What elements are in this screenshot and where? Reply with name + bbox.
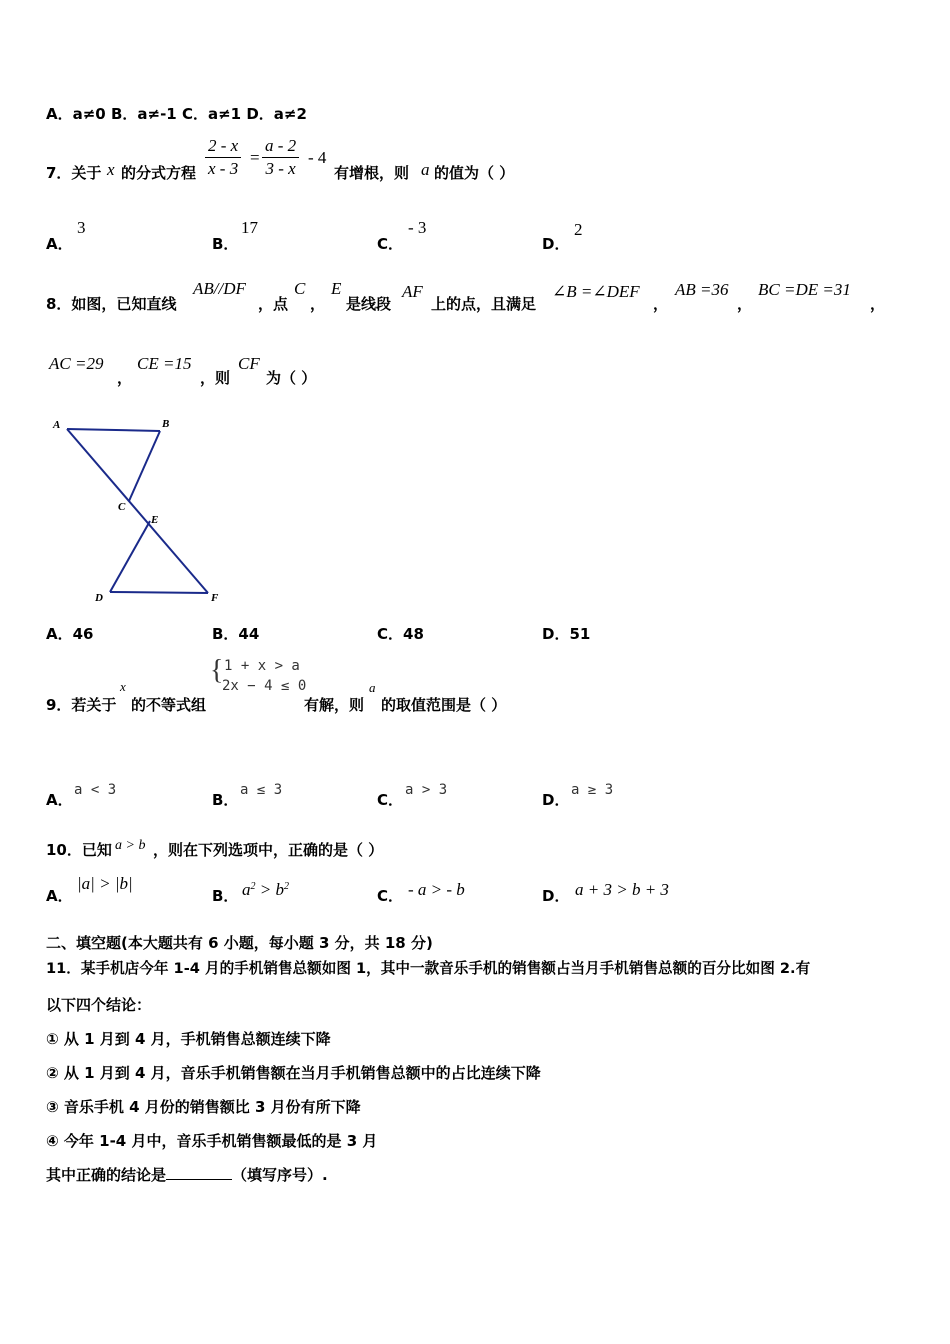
q8-comma-2: ， xyxy=(737,295,753,313)
q11-line-1: 11．某手机店今年 1-4 月的手机销售总额如图 1，其中一款音乐手机的销售额占当月手机销售总额的百分比如图 2.有 xyxy=(46,960,811,977)
q11-line-2: 以下四个结论： xyxy=(46,996,152,1014)
q7-equals: = xyxy=(250,148,260,167)
q7-fraction-2 xyxy=(262,136,299,179)
q10-option-b-exp-a: 2 xyxy=(250,881,256,892)
q9-option-a-label: A． xyxy=(46,791,73,809)
figure-label-f: F xyxy=(211,592,219,604)
q9-option-a-value: a < 3 xyxy=(74,782,117,798)
q8-ab-value: AB =36 xyxy=(675,280,729,299)
q10-option-c-label: C． xyxy=(377,887,404,905)
q8-comma-4: ， xyxy=(117,369,133,387)
segment-df xyxy=(110,592,208,593)
q8-text-5: 为（ ） xyxy=(266,369,317,387)
q8-number: 8．如图，已知直线 xyxy=(46,295,177,313)
q10-option-b-rest: > b xyxy=(255,880,284,899)
q11-conclusion-3: ③ 音乐手机 4 月份的销售额比 3 月份有所下降 xyxy=(46,1098,361,1116)
q8-point-e: E xyxy=(331,279,342,298)
q8-bc-de-value: BC =DE =31 xyxy=(758,280,851,299)
q8-parallel: AB//DF xyxy=(193,279,246,298)
q9-option-d-label: D． xyxy=(542,791,570,809)
q9-option-c-label: C． xyxy=(377,791,404,809)
q8-text-1: ，点 xyxy=(258,295,289,313)
q10-number: 10．已知 xyxy=(46,841,112,859)
q11-answer-blank[interactable] xyxy=(166,1167,232,1180)
q7-fraction-1-denominator: x - 3 xyxy=(208,159,239,178)
q8-segment-cf: CF xyxy=(238,354,260,373)
q7-option-a-value: 3 xyxy=(77,218,86,237)
q10-text-1: ，则在下列选项中，正确的是（ ） xyxy=(153,841,384,859)
q7-option-d-label: D． xyxy=(542,235,570,253)
q8-option-c: C．48 xyxy=(377,625,424,643)
q7-fraction-1-numerator: 2 - x xyxy=(205,136,241,158)
q8-text-3: 上的点，且满足 xyxy=(431,295,537,313)
q7-text-3: 的值为（ ） xyxy=(434,164,515,182)
q7-option-c-label: C． xyxy=(377,235,404,253)
q7-var-a: a xyxy=(421,160,430,179)
q9-option-b-label: B． xyxy=(212,791,239,809)
q10-option-b-base-a: a xyxy=(242,880,251,899)
q9-system-brace: { xyxy=(210,655,224,686)
q7-option-c-value: - 3 xyxy=(408,218,427,237)
q8-geometry-figure xyxy=(40,412,240,612)
q7-minus-four: - 4 xyxy=(308,148,327,167)
q7-option-d-value: 2 xyxy=(574,220,583,239)
figure-label-c: C xyxy=(118,501,126,513)
q10-condition: a > b xyxy=(115,838,146,853)
q10-option-d-label: D． xyxy=(542,887,570,905)
q9-text-2: 有解，则 xyxy=(304,696,365,714)
q7-text-1: 的分式方程 xyxy=(121,164,197,182)
q9-option-d-value: a ≥ 3 xyxy=(571,782,614,798)
q9-system-line-1: 1 + x > a xyxy=(224,658,300,674)
section-heading: 二、填空题(本大题共有 6 小题，每小题 3 分，共 18 分) xyxy=(46,934,433,952)
q9-system-line-2: 2x − 4 ≤ 0 xyxy=(222,678,307,694)
q9-var-a: a xyxy=(369,680,376,695)
q9-text-3: 的取值范围是（ ） xyxy=(381,696,507,714)
q8-option-a: A．46 xyxy=(46,625,94,643)
figure-label-d: D xyxy=(95,592,103,604)
q9-option-b-value: a ≤ 3 xyxy=(240,782,283,798)
q10-option-a-value: |a| > |b| xyxy=(77,874,133,893)
q8-comma-3: ， xyxy=(870,295,886,313)
q7-var-x: x xyxy=(107,160,115,179)
q8-point-c: C xyxy=(294,279,306,298)
q8-text-4: ，则 xyxy=(200,369,231,387)
q8-ac-value: AC =29 xyxy=(49,354,104,373)
q10-option-c-value: - a > - b xyxy=(408,880,465,899)
q7-fraction-2-denominator: 3 - x xyxy=(265,159,296,178)
q9-var-x: x xyxy=(120,679,126,694)
q8-figure-lines xyxy=(67,429,208,593)
q9-number: 9．若关于 xyxy=(46,696,117,714)
segment-af xyxy=(67,429,208,593)
q8-option-b: B．44 xyxy=(212,625,260,643)
q6-options: A．a≠0 B．a≠-1 C．a≠1 D．a≠2 xyxy=(46,105,307,123)
q11-conclusion-2: ② 从 1 月到 4 月，音乐手机销售额在当月手机销售总额中的占比连续下降 xyxy=(46,1064,541,1082)
q7-option-a-label: A． xyxy=(46,235,73,253)
figure-label-a: A xyxy=(53,419,61,431)
q10-option-b-label: B． xyxy=(212,887,239,905)
q7-fraction-1 xyxy=(205,136,241,179)
q10-option-a-label: A． xyxy=(46,887,73,905)
q8-comma: ， xyxy=(310,295,326,313)
figure-label-e: E xyxy=(151,514,159,526)
q10-option-d-value: a + 3 > b + 3 xyxy=(575,880,669,899)
q7-number: 7．关于 xyxy=(46,164,102,182)
q7-option-b-value: 17 xyxy=(241,218,258,237)
q11-answer-line xyxy=(46,1164,328,1185)
segment-bc xyxy=(129,431,160,501)
q8-angle-condition: ∠B =∠DEF xyxy=(552,282,640,301)
q11-conclusion-1: ① 从 1 月到 4 月，手机销售总额连续下降 xyxy=(46,1030,331,1048)
q10-option-b-value xyxy=(242,880,289,900)
q8-ce-value: CE =15 xyxy=(137,354,192,373)
q7-text-2: 有增根，则 xyxy=(334,164,410,182)
segment-ed xyxy=(110,521,150,592)
q9-text-1: 的不等式组 xyxy=(131,696,207,714)
q8-comma-1: ， xyxy=(653,295,669,313)
q11-conclusion-4: ④ 今年 1-4 月中，音乐手机销售额最低的是 3 月 xyxy=(46,1132,378,1150)
q10-option-b-exp-b: 2 xyxy=(283,881,289,892)
q7-fraction-2-numerator: a - 2 xyxy=(262,136,299,158)
q8-text-2: 是线段 xyxy=(346,295,392,313)
q9-option-c-value: a > 3 xyxy=(405,782,448,798)
q11-answer-suffix: （填写序号）. xyxy=(232,1166,328,1184)
segment-ab xyxy=(67,429,160,431)
q11-answer-prompt: 其中正确的结论是 xyxy=(46,1166,167,1184)
q7-option-b-label: B． xyxy=(212,235,239,253)
q8-segment-af: AF xyxy=(402,282,423,301)
q8-option-d: D．51 xyxy=(542,625,591,643)
figure-label-b: B xyxy=(162,418,170,430)
